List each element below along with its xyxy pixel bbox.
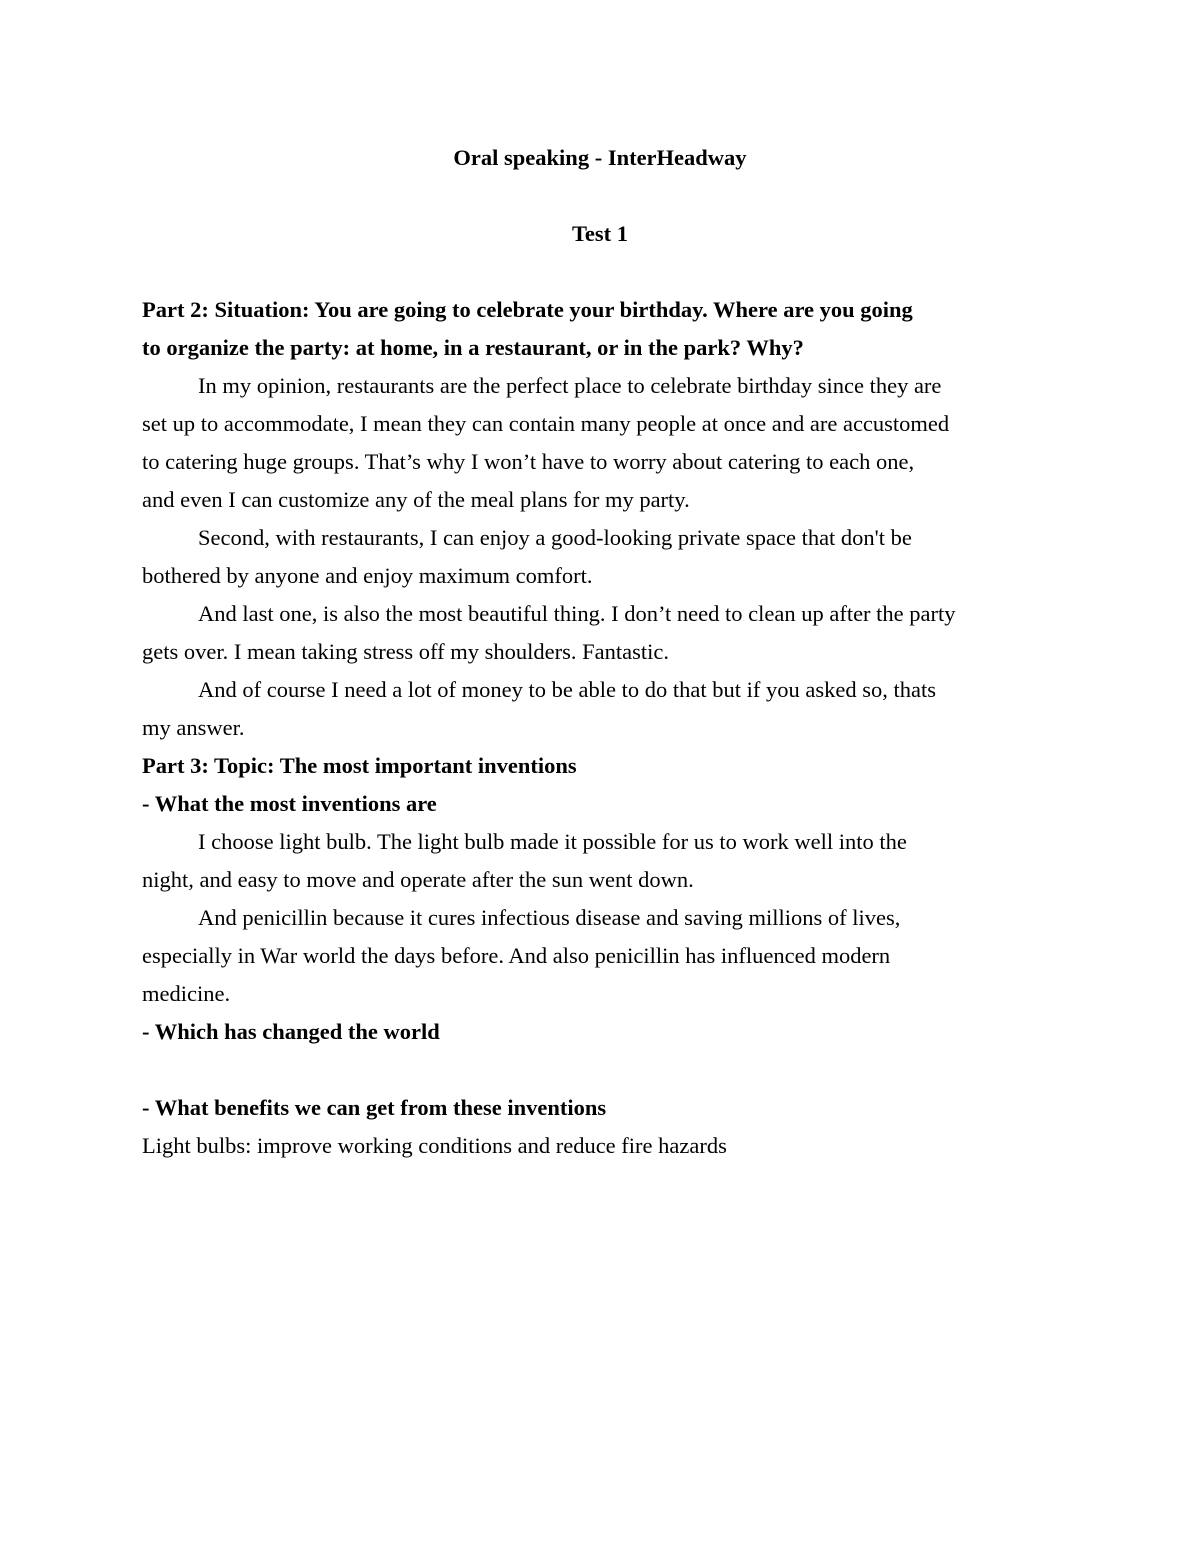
paragraph-line: to catering huge groups. That’s why I won’t have to worry about catering to each one, <box>142 449 915 474</box>
paragraph-line: especially in War world the days before. And also penicillin has influenced modern <box>142 943 891 968</box>
paragraph-line: my answer. <box>142 715 245 740</box>
paragraph-line: In my opinion, restaurants are the perfect place to celebrate birthday since they are <box>198 373 942 398</box>
part3-heading: Part 3: Topic: The most important inventions <box>142 753 577 778</box>
paragraph-line: I choose light bulb. The light bulb made it possible for us to work well into the <box>198 829 907 854</box>
paragraph-line: Light bulbs: improve working conditions and reduce fire hazards <box>142 1133 727 1158</box>
document-body <box>142 291 1072 1165</box>
question-heading: - What benefits we can get from these inventions <box>142 1095 607 1120</box>
blank-line <box>142 1051 1072 1089</box>
document-title: Oral speaking - InterHeadway <box>453 145 747 170</box>
paragraph-line: set up to accommodate, I mean they can contain many people at once and are accustomed <box>142 411 950 436</box>
paragraph-line: And last one, is also the most beautiful thing. I don’t need to clean up after the party <box>198 601 956 626</box>
paragraph-line: night, and easy to move and operate after the sun went down. <box>142 867 694 892</box>
test-number-heading: Test 1 <box>571 221 629 246</box>
paragraph-line: And penicillin because it cures infectious disease and saving millions of lives, <box>198 905 901 930</box>
part2-heading-line: Part 2: Situation: You are going to celebrate your birthday. Where are you going <box>142 297 913 322</box>
question-heading: - What the most inventions are <box>142 791 437 816</box>
paragraph-line: gets over. I mean taking stress off my shoulders. Fantastic. <box>142 639 669 664</box>
paragraph-line: Second, with restaurants, I can enjoy a good-looking private space that don't be <box>198 525 912 550</box>
question-heading: - Which has changed the world <box>142 1019 440 1044</box>
paragraph-line: bothered by anyone and enjoy maximum comfort. <box>142 563 593 588</box>
paragraph-line: medicine. <box>142 981 231 1006</box>
part2-heading-line: to organize the party: at home, in a restaurant, or in the park? Why? <box>142 335 804 360</box>
paragraph-line: and even I can customize any of the meal plans for my party. <box>142 487 690 512</box>
paragraph-line: And of course I need a lot of money to be able to do that but if you asked so, thats <box>198 677 936 702</box>
